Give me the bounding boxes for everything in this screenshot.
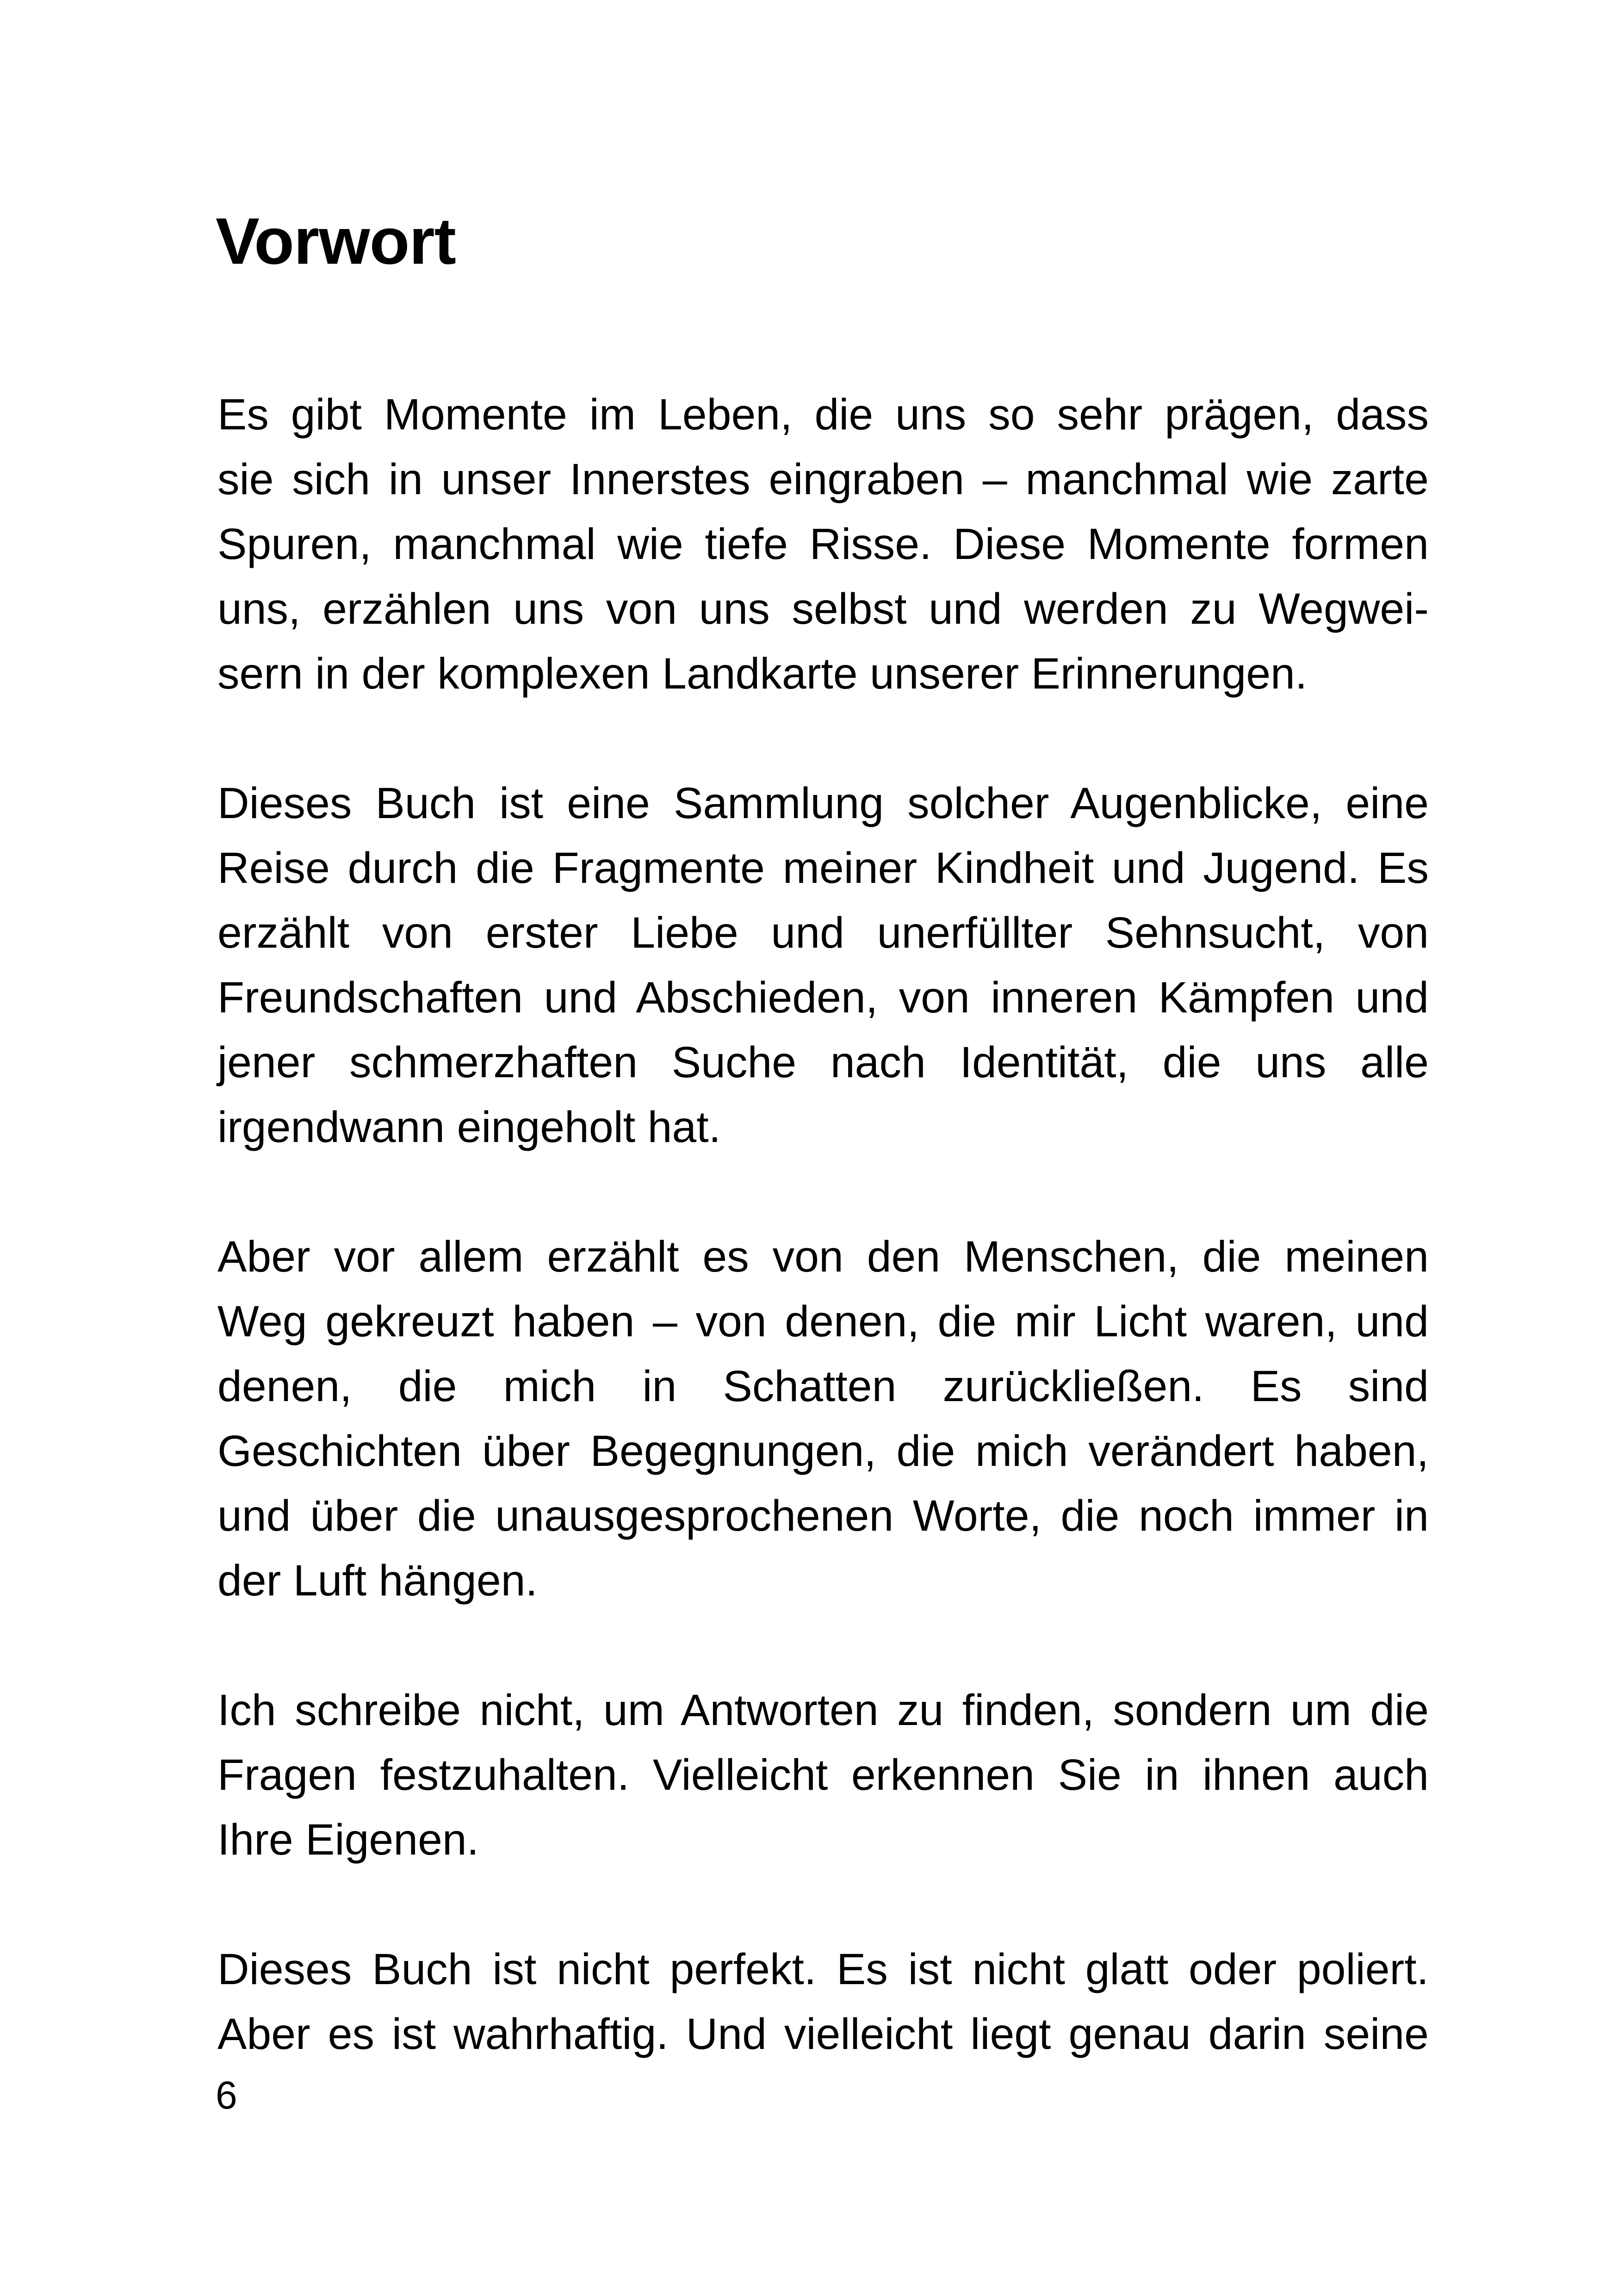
paragraph-4-line-1: Ich schreibe nicht, um Antworten zu finden, sondern um die [217, 1686, 1429, 1735]
paragraph-5-line-1: Dieses Buch ist nicht perfekt. Es ist nicht glatt oder poliert. [217, 1945, 1429, 1994]
paragraph-1-line-5: sern in der komplexen Landkarte unserer Erinnerungen. [217, 649, 1308, 698]
paragraph-2-line-2: Reise durch die Fragmente meiner Kindheit und Jugend. Es [217, 844, 1429, 893]
page-title: Vorwort [216, 205, 456, 278]
paragraph-1-line-3: Spuren, manchmal wie tiefe Risse. Diese Momente formen [217, 520, 1429, 569]
paragraph-4-line-3: Ihre Eigenen. [217, 1815, 479, 1864]
paragraph-3-line-3: denen, die mich in Schatten zurückließen. Es sind [217, 1362, 1429, 1411]
paragraph-2-line-5: jener schmerzhaften Suche nach Identität, die uns alle [217, 1038, 1429, 1087]
paragraph-4-line-2: Fragen festzuhalten. Vielleicht erkennen Sie in ihnen auch [217, 1750, 1429, 1800]
paragraph-2-line-1: Dieses Buch ist eine Sammlung solcher Augenblicke, eine [217, 779, 1429, 828]
paragraph-5-line-2: Aber es ist wahrhaftig. Und vielleicht liegt genau darin seine [217, 2010, 1429, 2059]
paragraph-1-line-4: uns, erzählen uns von uns selbst und werden zu Wegwei- [217, 584, 1429, 633]
page-number: 6 [216, 2073, 237, 2117]
paragraph-3-line-2: Weg gekreuzt haben – von denen, die mir Licht waren, und [217, 1297, 1429, 1346]
paragraph-2-line-3: erzählt von erster Liebe und unerfüllter Sehnsucht, von [217, 908, 1429, 957]
paragraph-2-line-4: Freundschaften und Abschieden, von inneren Kämpfen und [217, 973, 1429, 1022]
paragraph-2-line-6: irgendwann eingeholt hat. [217, 1103, 721, 1152]
paragraph-3-line-5: und über die unausgesprochenen Worte, die noch immer in [217, 1491, 1429, 1540]
paragraph-1-line-2: sie sich in unser Innerstes eingraben – manchmal wie zarte [217, 455, 1429, 504]
paragraph-3-line-1: Aber vor allem erzählt es von den Menschen, die meinen [217, 1232, 1429, 1281]
paragraph-1-line-1: Es gibt Momente im Leben, die uns so sehr prägen, dass [217, 390, 1429, 439]
paragraph-3-line-4: Geschichten über Begegnungen, die mich verändert haben, [217, 1427, 1429, 1476]
paragraph-3-line-6: der Luft hängen. [217, 1556, 538, 1605]
